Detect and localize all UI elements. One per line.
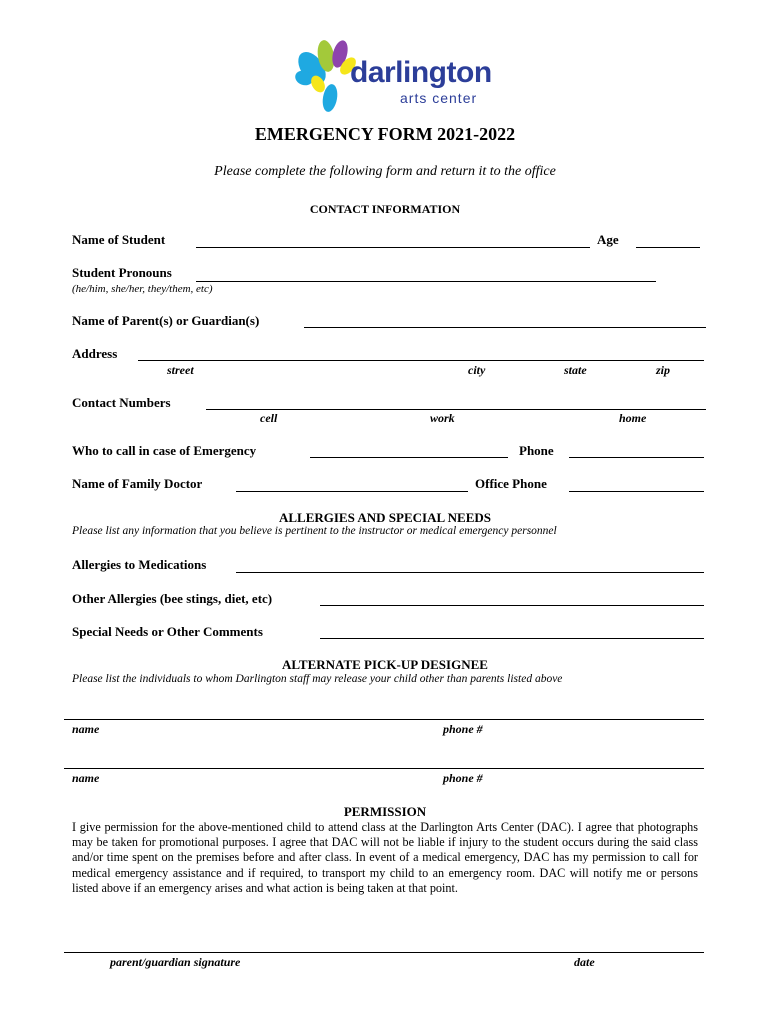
other-allergies-field[interactable] [320,605,704,606]
special-needs-field[interactable] [320,638,704,639]
form-subtitle: Please complete the following form and return it to the office [214,164,556,179]
parent-name-field[interactable] [304,327,706,328]
form-title: EMERGENCY FORM 2021-2022 [254,124,516,144]
signature-field[interactable] [64,952,704,953]
pickup-row-2-field[interactable] [64,768,704,769]
emergency-contact-field[interactable] [310,457,508,458]
pickup-row-1-name-label: name [72,722,100,736]
pickup-row-1-field[interactable] [64,719,704,720]
emergency-phone-label: Phone [519,443,554,458]
address-label: Address [72,346,118,361]
office-phone-field[interactable] [569,491,704,492]
darlington-logo [290,38,492,123]
allergies-heading: ALLERGIES AND SPECIAL NEEDS [278,510,492,525]
allergies-instruction: Please list any information that you believe is pertinent to the instructor or medical emergency personnel [72,525,557,537]
pickup-row-1-phone-label: phone # [443,722,483,736]
date-label: date [574,955,595,969]
student-name-label: Name of Student [72,232,166,247]
special-needs-label: Special Needs or Other Comments [72,624,263,639]
age-label: Age [597,232,619,247]
address-street-label: street [167,363,194,377]
contact-heading: CONTACT INFORMATION [309,202,461,216]
contact-numbers-label: Contact Numbers [72,395,171,410]
pronouns-hint: (he/him, she/her, they/them, etc) [72,283,213,295]
number-cell-label: cell [260,411,278,425]
pronouns-label: Student Pronouns [72,265,172,280]
pickup-instruction: Please list the individuals to whom Darlington staff may release your child other than parents listed above [72,673,563,685]
doctor-field[interactable] [236,491,468,492]
age-field[interactable] [636,247,700,248]
number-work-label: work [430,411,455,425]
doctor-label: Name of Family Doctor [72,476,203,491]
address-state-label: state [564,363,587,377]
logo-tagline: arts center [400,90,478,106]
permission-heading: PERMISSION [343,804,427,819]
number-home-label: home [619,411,647,425]
address-field[interactable] [138,360,704,361]
contact-numbers-field[interactable] [206,409,706,410]
emergency-phone-field[interactable] [569,457,704,458]
pickup-heading: ALTERNATE PICK-UP DESIGNEE [282,657,488,672]
logo-wordmark: darlington [350,56,492,89]
medication-allergies-label: Allergies to Medications [72,557,207,572]
address-zip-label: zip [656,363,671,377]
other-allergies-label: Other Allergies (bee stings, diet, etc) [72,591,273,606]
pickup-row-2-name-label: name [72,771,100,785]
pickup-row-2-phone-label: phone # [443,771,483,785]
signature-label: parent/guardian signature [110,955,241,969]
medication-allergies-field[interactable] [236,572,704,573]
pronouns-field[interactable] [196,281,656,282]
emergency-contact-label: Who to call in case of Emergency [72,443,257,458]
student-name-field[interactable] [196,247,590,248]
office-phone-label: Office Phone [475,476,547,491]
address-city-label: city [468,363,486,377]
parent-name-label: Name of Parent(s) or Guardian(s) [72,313,260,328]
permission-text: I give permission for the above-mentioned child to attend class at the Darlington Arts Center (DAC). I agree that photographs may be taken for promotional purposes. I agree that DAC will not be liable if injury to the student occurs during the said class and/or time spent on the premises before and after class. In event of a medical emergency, DAC has my permission to call for medical emergency assistance and if required, to transport my child to an emergency room. DAC will notify me or persons listed above if an emergency arises and what action is being taken at that point. [72,820,698,895]
